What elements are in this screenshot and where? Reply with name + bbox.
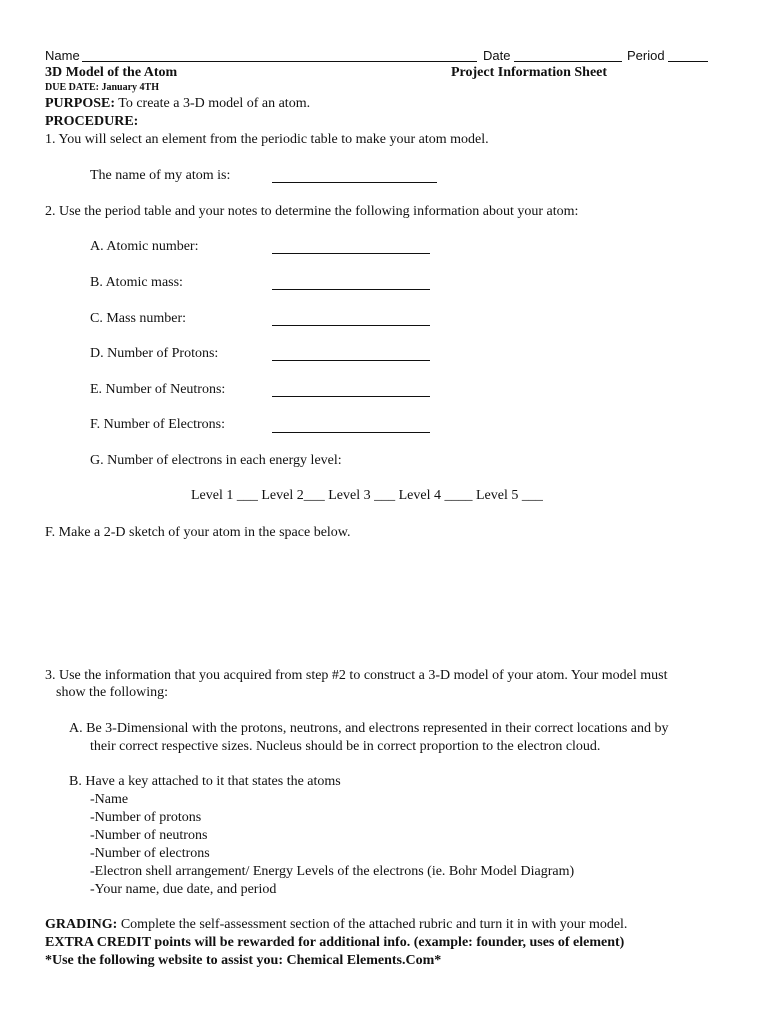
item-a-line-2: their correct respective sizes. Nucleus should be in correct proportion to the electron cloud. (90, 739, 601, 754)
atom-name-label: The name of my atom is: (90, 168, 231, 183)
field-mass-number-label: C. Mass number: (90, 311, 187, 326)
energy-level-label: G. Number of electrons in each energy level: (90, 453, 342, 468)
field-electrons-label: F. Number of Electrons: (90, 417, 225, 432)
key-item-neutrons: -Number of neutrons (90, 828, 208, 843)
step-3-line-1: 3. Use the information that you acquired from step #2 to construct a 3-D model of your atom. Your model must (45, 668, 668, 683)
step-2: 2. Use the period table and your notes to determine the following information about your atom: (45, 204, 579, 219)
period-field[interactable] (668, 61, 708, 62)
grading-line (45, 917, 627, 933)
item-a-line-1: A. Be 3-Dimensional with the protons, neutrons, and electrons represented in their correct locations and by (69, 721, 669, 736)
field-protons-label: D. Number of Protons: (90, 346, 219, 361)
grading-label: GRADING: (45, 917, 118, 932)
key-item-name-date-period: -Your name, due date, and period (90, 882, 277, 897)
extra-credit: EXTRA CREDIT points will be rewarded for additional info. (example: founder, uses of element) (45, 935, 625, 950)
field-neutrons-label: E. Number of Neutrons: (90, 382, 226, 397)
field-protons[interactable] (272, 360, 430, 361)
name-field[interactable] (82, 61, 477, 62)
item-b-line-1: B. Have a key attached to it that states the atoms (69, 774, 341, 789)
purpose-label: PURPOSE: (45, 96, 115, 111)
website-note: *Use the following website to assist you: Chemical Elements.Com* (45, 953, 442, 968)
sketch-instruction: F. Make a 2-D sketch of your atom in the space below. (45, 525, 351, 540)
field-atomic-mass-label: B. Atomic mass: (90, 275, 183, 290)
key-item-name: -Name (90, 792, 129, 807)
grading-text: Complete the self-assessment section of the attached rubric and turn it in with your model. (120, 917, 628, 932)
atom-name-field[interactable] (272, 182, 437, 183)
sheet-title: Project Information Sheet (451, 65, 608, 80)
key-item-shell-arrangement: -Electron shell arrangement/ Energy Levels of the electrons (ie. Bohr Model Diagram) (90, 864, 575, 879)
field-mass-number[interactable] (272, 325, 430, 326)
field-atomic-number[interactable] (272, 253, 430, 254)
period-label: Period (627, 48, 665, 63)
step-1: 1. You will select an element from the periodic table to make your atom model. (45, 132, 489, 147)
key-item-protons: -Number of protons (90, 810, 202, 825)
procedure-label: PROCEDURE: (45, 114, 139, 129)
field-atomic-mass[interactable] (272, 289, 430, 290)
purpose-line (45, 96, 310, 112)
field-atomic-number-label: A. Atomic number: (90, 239, 199, 254)
document-title: 3D Model of the Atom (45, 65, 178, 80)
field-neutrons[interactable] (272, 396, 430, 397)
energy-levels-line: Level 1 ___ Level 2___ Level 3 ___ Level 4 ____ Level 5 ___ (191, 488, 543, 503)
name-label: Name (45, 48, 80, 63)
key-item-electrons: -Number of electrons (90, 846, 210, 861)
purpose-text: To create a 3-D model of an atom. (118, 96, 311, 111)
due-date: DUE DATE: January 4TH (45, 82, 159, 93)
date-label: Date (483, 48, 511, 63)
step-3-line-2: show the following: (56, 685, 168, 700)
date-field[interactable] (514, 61, 622, 62)
field-electrons[interactable] (272, 432, 430, 433)
